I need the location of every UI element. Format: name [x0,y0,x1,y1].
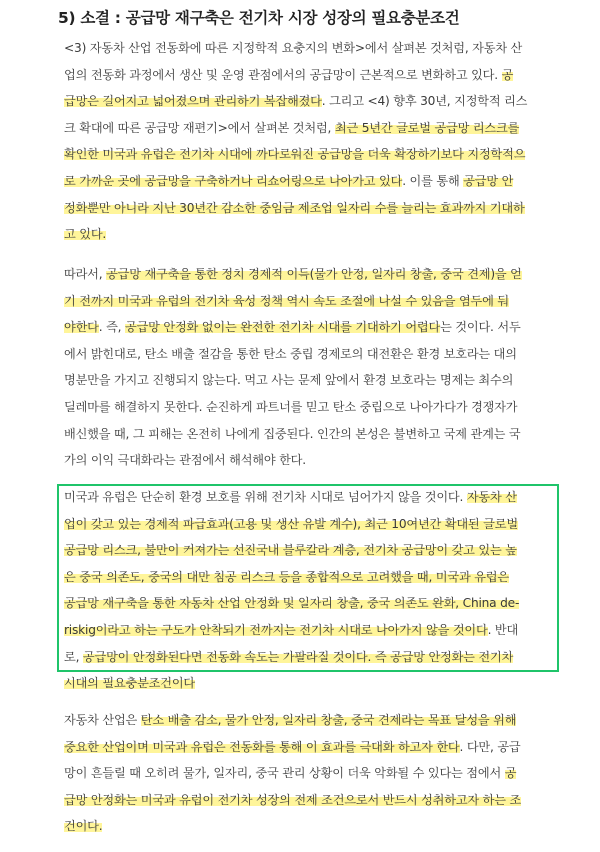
text-line [64,314,552,341]
text-line [64,447,552,474]
text-line [64,787,552,814]
highlighted-text: 고 있다. [64,227,107,242]
text-run: . 즉, [98,320,126,335]
text-run: 딜레마를 해결하지 못한다. 순진하게 파트너를 믿고 탄소 중립으로 나아가다가 경쟁자가 [64,399,518,414]
text-line [64,88,552,115]
text-line [64,511,552,538]
text-line [64,421,552,448]
text-line [64,195,552,222]
text-line [64,115,552,142]
highlighted-text: 은 중국 의존도, 중국의 대만 침공 리스크 등을 종합적으로 고려했을 때, 미국과 유럽은 [64,569,509,584]
text-run: 업의 전동화 과정에서 생산 및 운영 관점에서의 공급망이 근본적으로 변화하고 있다. [64,67,502,82]
text-run: 자동차 산업은 [64,713,141,727]
paragraph-3 [64,484,552,697]
highlighted-text: 공 [501,67,514,82]
text-line [64,288,552,315]
text-line [64,35,552,62]
text-line [64,341,552,368]
highlighted-text: 시대의 필요충분조건이다 [64,676,195,691]
highlighted-text: 공급망 재구축을 통한 정치 경제적 이득(물가 안정, 일자리 창출, 중국 견제)을 얻 [106,267,522,281]
highlighted-text: 탄소 배출 감소, 물가 안정, 일자리 창출, 중국 견제라는 목표 달성을 위해 [140,713,517,727]
highlighted-text: 확인한 미국과 유럽은 전기차 시대에 까다로워진 공급망을 더욱 확장하기보다 지정학적으 [64,147,526,162]
text-line [64,141,552,168]
highlighted-text: 공급망 재구축을 통한 자동차 산업 안정화 및 일자리 창출, 중국 의존도 완화, China de- [64,596,520,611]
text-run: 명분만을 가지고 진행되지 않는다. 먹고 사는 문제 앞에서 환경 보호라는 명제는 최수의 [64,373,514,388]
highlighted-text: 중요한 산업이며 미국과 유럽은 전동화를 통해 이 효과를 극대화 하고자 한다 [64,739,460,754]
text-run: <3) 자동차 산업 전동화에 따른 지정학적 요충지의 변화>에서 살펴본 것처럼, 자동차 산 [64,41,523,55]
text-line [64,484,552,511]
highlighted-text: 정화뿐만 아니라 지난 30년간 감소한 중임금 제조업 일자리 수를 늘리는 효과까지 기대하 [64,200,525,215]
highlighted-text: 공급망이 안정화된다면 전동화 속도는 가팔라질 것이다. 즉 공급망 안정화는 전기차 [82,649,514,664]
text-run: . 다만, 공급 [459,739,521,754]
text-run: . 반대 [487,622,519,637]
highlighted-text: 공 [504,766,517,781]
text-line [64,670,552,697]
highlighted-text: 기 전까지 미국과 유럽의 전기차 육성 정책 역시 속도 조절에 나설 수 있음을 염두에 둬 [64,293,509,308]
text-line [64,261,552,288]
highlighted-text: 건이다. [64,819,103,834]
text-run: . 그리고 <4) 향후 30년, 지정학적 리스 [321,94,528,109]
text-line [64,221,552,248]
paragraph-4 [64,707,552,840]
section-title: 5) 소결 : 공급망 재구축은 전기차 시장 성장의 필요충분조건 [58,9,460,27]
highlighted-text: 자동차 산 [466,490,517,504]
text-line [64,813,552,840]
paragraph-1 [64,35,552,248]
paragraph-2 [64,261,552,474]
text-line [64,644,552,671]
text-line [64,760,552,787]
text-line [64,394,552,421]
highlighted-text: 최근 5년간 글로벌 공급망 리스크를 [334,120,520,135]
text-line [64,564,552,591]
text-line [64,590,552,617]
highlighted-text: 급망은 길어지고 넓어졌으며 관리하기 복잡해졌다 [64,94,322,109]
text-line [64,734,552,761]
text-line [64,367,552,394]
text-line [64,168,552,195]
text-line [64,62,552,89]
text-run: 따라서, [64,267,107,281]
text-run: 크 확대에 따른 공급망 재편기>에서 살펴본 것처럼, [64,120,335,135]
text-line [64,537,552,564]
text-run: . 이를 통해 [402,173,464,188]
highlighted-text: 급망 안정화는 미국과 유럽이 전기차 성장의 전제 조건으로서 반드시 성취하고자 하는 조 [64,792,522,807]
highlighted-text: 공급망 안정화 없이는 완전한 전기차 시대를 기대하기 어렵다 [125,320,441,335]
text-run: 에서 밝힌대로, 탄소 배출 절감을 통한 탄소 중립 경제로의 대전환은 환경 보호라는 대의 [64,346,517,361]
text-line [64,617,552,644]
highlighted-text: 공급망 안 [463,173,514,188]
text-run: 는 것이다. 서두 [440,320,521,335]
text-run: 로, [64,649,83,664]
text-run: 미국과 유럽은 단순히 환경 보호를 위해 전기차 시대로 넘어가지 않을 것이다. [64,490,467,504]
highlighted-text: riskig이라고 하는 구도가 안착되기 전까지는 전기차 시대로 나아가지 않을 것이다 [64,622,488,637]
highlighted-text: 야한다 [64,320,99,335]
text-line [64,707,552,734]
text-run: 가의 이익 극대화라는 관점에서 해석해야 한다. [64,453,306,468]
text-run: 망이 흔들릴 때 오히려 물가, 일자리, 중국 관리 상황이 더욱 악화될 수 있다는 점에서 [64,766,505,781]
highlighted-text: 로 가까운 곳에 공급망을 구축하거나 리쇼어링으로 나아가고 있다 [64,173,403,188]
highlighted-text: 업이 갖고 있는 경제적 파급효과(고용 및 생산 유발 계수), 최근 10여년간 확대된 글로벌 [64,516,518,531]
text-run: 배신했을 때, 그 피해는 온전히 나에게 집중된다. 인간의 본성은 불변하고 국제 관계는 국 [64,426,521,441]
highlighted-text: 공급망 리스크, 불만이 커져가는 선진국내 블루칼라 계층, 전기차 공급망이 갖고 있는 높 [64,543,517,558]
